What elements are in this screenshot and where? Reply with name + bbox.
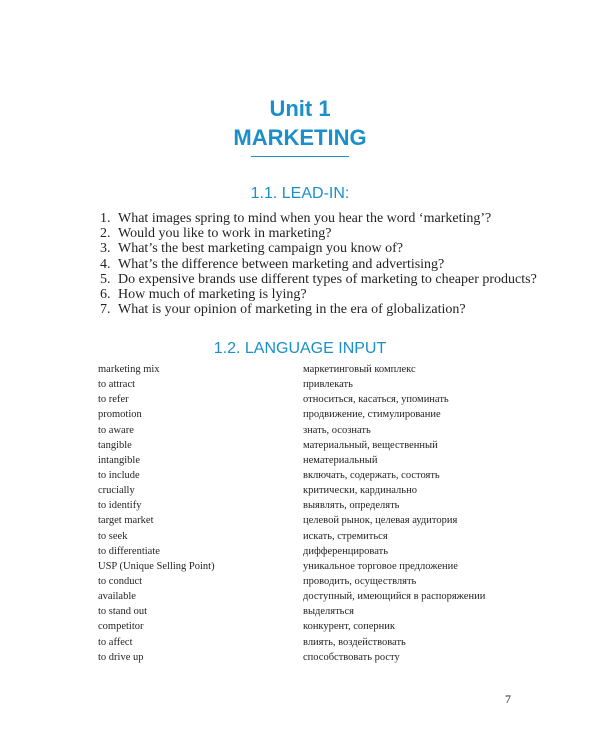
question-text: Do expensive brands use different types of marketing to cheaper products? xyxy=(118,271,537,287)
language-input-heading: 1.2. LANGUAGE INPUT xyxy=(213,340,387,357)
question-text: How much of marketing is lying? xyxy=(118,286,307,302)
question-number: 2. xyxy=(100,226,111,242)
vocabulary-term: USP (Unique Selling Point) xyxy=(98,560,215,572)
vocabulary-row xyxy=(98,619,518,634)
question-item xyxy=(100,257,537,272)
vocabulary-term: promotion xyxy=(98,409,142,421)
vocabulary-translation: критически, кардинально xyxy=(303,485,417,497)
vocabulary-translation: относиться, касаться, упоминать xyxy=(303,394,449,406)
vocabulary-term: to attract xyxy=(98,379,136,391)
vocabulary-row xyxy=(98,589,518,604)
vocabulary-term: to drive up xyxy=(98,651,144,663)
vocabulary-term: competitor xyxy=(98,621,144,633)
vocabulary-term: to include xyxy=(98,469,140,481)
vocabulary-translation: привлекать xyxy=(303,379,353,391)
unit-label: Unit 1 xyxy=(269,96,331,121)
question-text: What’s the best marketing campaign you know of? xyxy=(118,241,403,257)
lead-in-heading: 1.1. LEAD-IN: xyxy=(250,185,350,202)
vocabulary-translation: включать, содержать, состоять xyxy=(303,469,440,481)
question-item xyxy=(100,226,537,241)
vocabulary-translation: влиять, воздействовать xyxy=(303,636,406,648)
vocabulary-row xyxy=(98,423,518,438)
unit-title: MARKETING xyxy=(233,125,367,150)
vocabulary-translation: конкурент, соперник xyxy=(303,621,395,633)
vocabulary-row xyxy=(98,513,518,528)
vocabulary-row xyxy=(98,377,518,392)
vocabulary-translation: выделяться xyxy=(303,606,354,618)
vocabulary-term: to differentiate xyxy=(98,545,160,557)
lead-in-question-list xyxy=(100,211,537,317)
vocabulary-row xyxy=(98,498,518,513)
vocabulary-term: to affect xyxy=(98,636,133,648)
vocabulary-list xyxy=(98,362,518,665)
vocabulary-translation: дифференцировать xyxy=(303,545,389,557)
vocabulary-row xyxy=(98,529,518,544)
vocabulary-row xyxy=(98,362,518,377)
vocabulary-term: crucially xyxy=(98,485,135,497)
vocabulary-term: intangible xyxy=(98,454,140,466)
vocabulary-row xyxy=(98,574,518,589)
vocabulary-translation: нематериальный xyxy=(303,454,378,466)
vocabulary-translation: проводить, осуществлять xyxy=(303,575,417,587)
question-number: 1. xyxy=(100,211,111,226)
title-underline xyxy=(251,156,349,157)
vocabulary-row xyxy=(98,407,518,422)
question-text: What images spring to mind when you hear the word ‘marketing’? xyxy=(118,211,492,226)
vocabulary-row xyxy=(98,468,518,483)
question-item xyxy=(100,302,537,317)
question-text: What is your opinion of marketing in the era of globalization? xyxy=(118,302,466,318)
question-number: 5. xyxy=(100,271,111,287)
vocabulary-row xyxy=(98,635,518,650)
vocabulary-translation: продвижение, стимулирование xyxy=(303,409,441,421)
vocabulary-term: to stand out xyxy=(98,606,147,618)
vocabulary-row xyxy=(98,453,518,468)
vocabulary-translation: искать, стремиться xyxy=(303,530,388,542)
question-item xyxy=(100,241,537,256)
vocabulary-translation: материальный, вещественный xyxy=(303,439,438,451)
vocabulary-term: to refer xyxy=(98,394,129,406)
vocabulary-term: to aware xyxy=(98,424,134,436)
vocabulary-row xyxy=(98,544,518,559)
question-item xyxy=(100,272,537,287)
question-text: Would you like to work in marketing? xyxy=(118,226,332,242)
vocabulary-term: marketing mix xyxy=(98,364,160,375)
vocabulary-row xyxy=(98,559,518,574)
vocabulary-translation: способствовать росту xyxy=(303,651,400,663)
vocabulary-term: to seek xyxy=(98,530,128,542)
vocabulary-term: to conduct xyxy=(98,575,143,587)
vocabulary-term: tangible xyxy=(98,439,132,451)
vocabulary-row xyxy=(98,650,518,665)
vocabulary-translation: доступный, имеющийся в распоряжении xyxy=(303,591,486,603)
question-number: 4. xyxy=(100,256,111,272)
vocabulary-term: available xyxy=(98,591,136,603)
question-number: 7. xyxy=(100,302,111,318)
vocabulary-row xyxy=(98,438,518,453)
question-item xyxy=(100,287,537,302)
vocabulary-row xyxy=(98,392,518,407)
question-number: 6. xyxy=(100,286,111,302)
vocabulary-row xyxy=(98,483,518,498)
vocabulary-row xyxy=(98,604,518,619)
vocabulary-translation: знать, осознать xyxy=(303,424,371,436)
vocabulary-translation: выявлять, определять xyxy=(303,500,400,512)
question-text: What’s the difference between marketing and advertising? xyxy=(118,256,445,272)
vocabulary-translation: маркетинговый комплекс xyxy=(303,364,416,375)
question-number: 3. xyxy=(100,241,111,257)
vocabulary-term: target market xyxy=(98,515,154,527)
question-item xyxy=(100,211,537,226)
page-number: 7 xyxy=(505,692,511,706)
vocabulary-translation: целевой рынок, целевая аудитория xyxy=(303,515,458,527)
vocabulary-translation: уникальное торговое предложение xyxy=(303,560,458,572)
vocabulary-term: to identify xyxy=(98,500,142,512)
